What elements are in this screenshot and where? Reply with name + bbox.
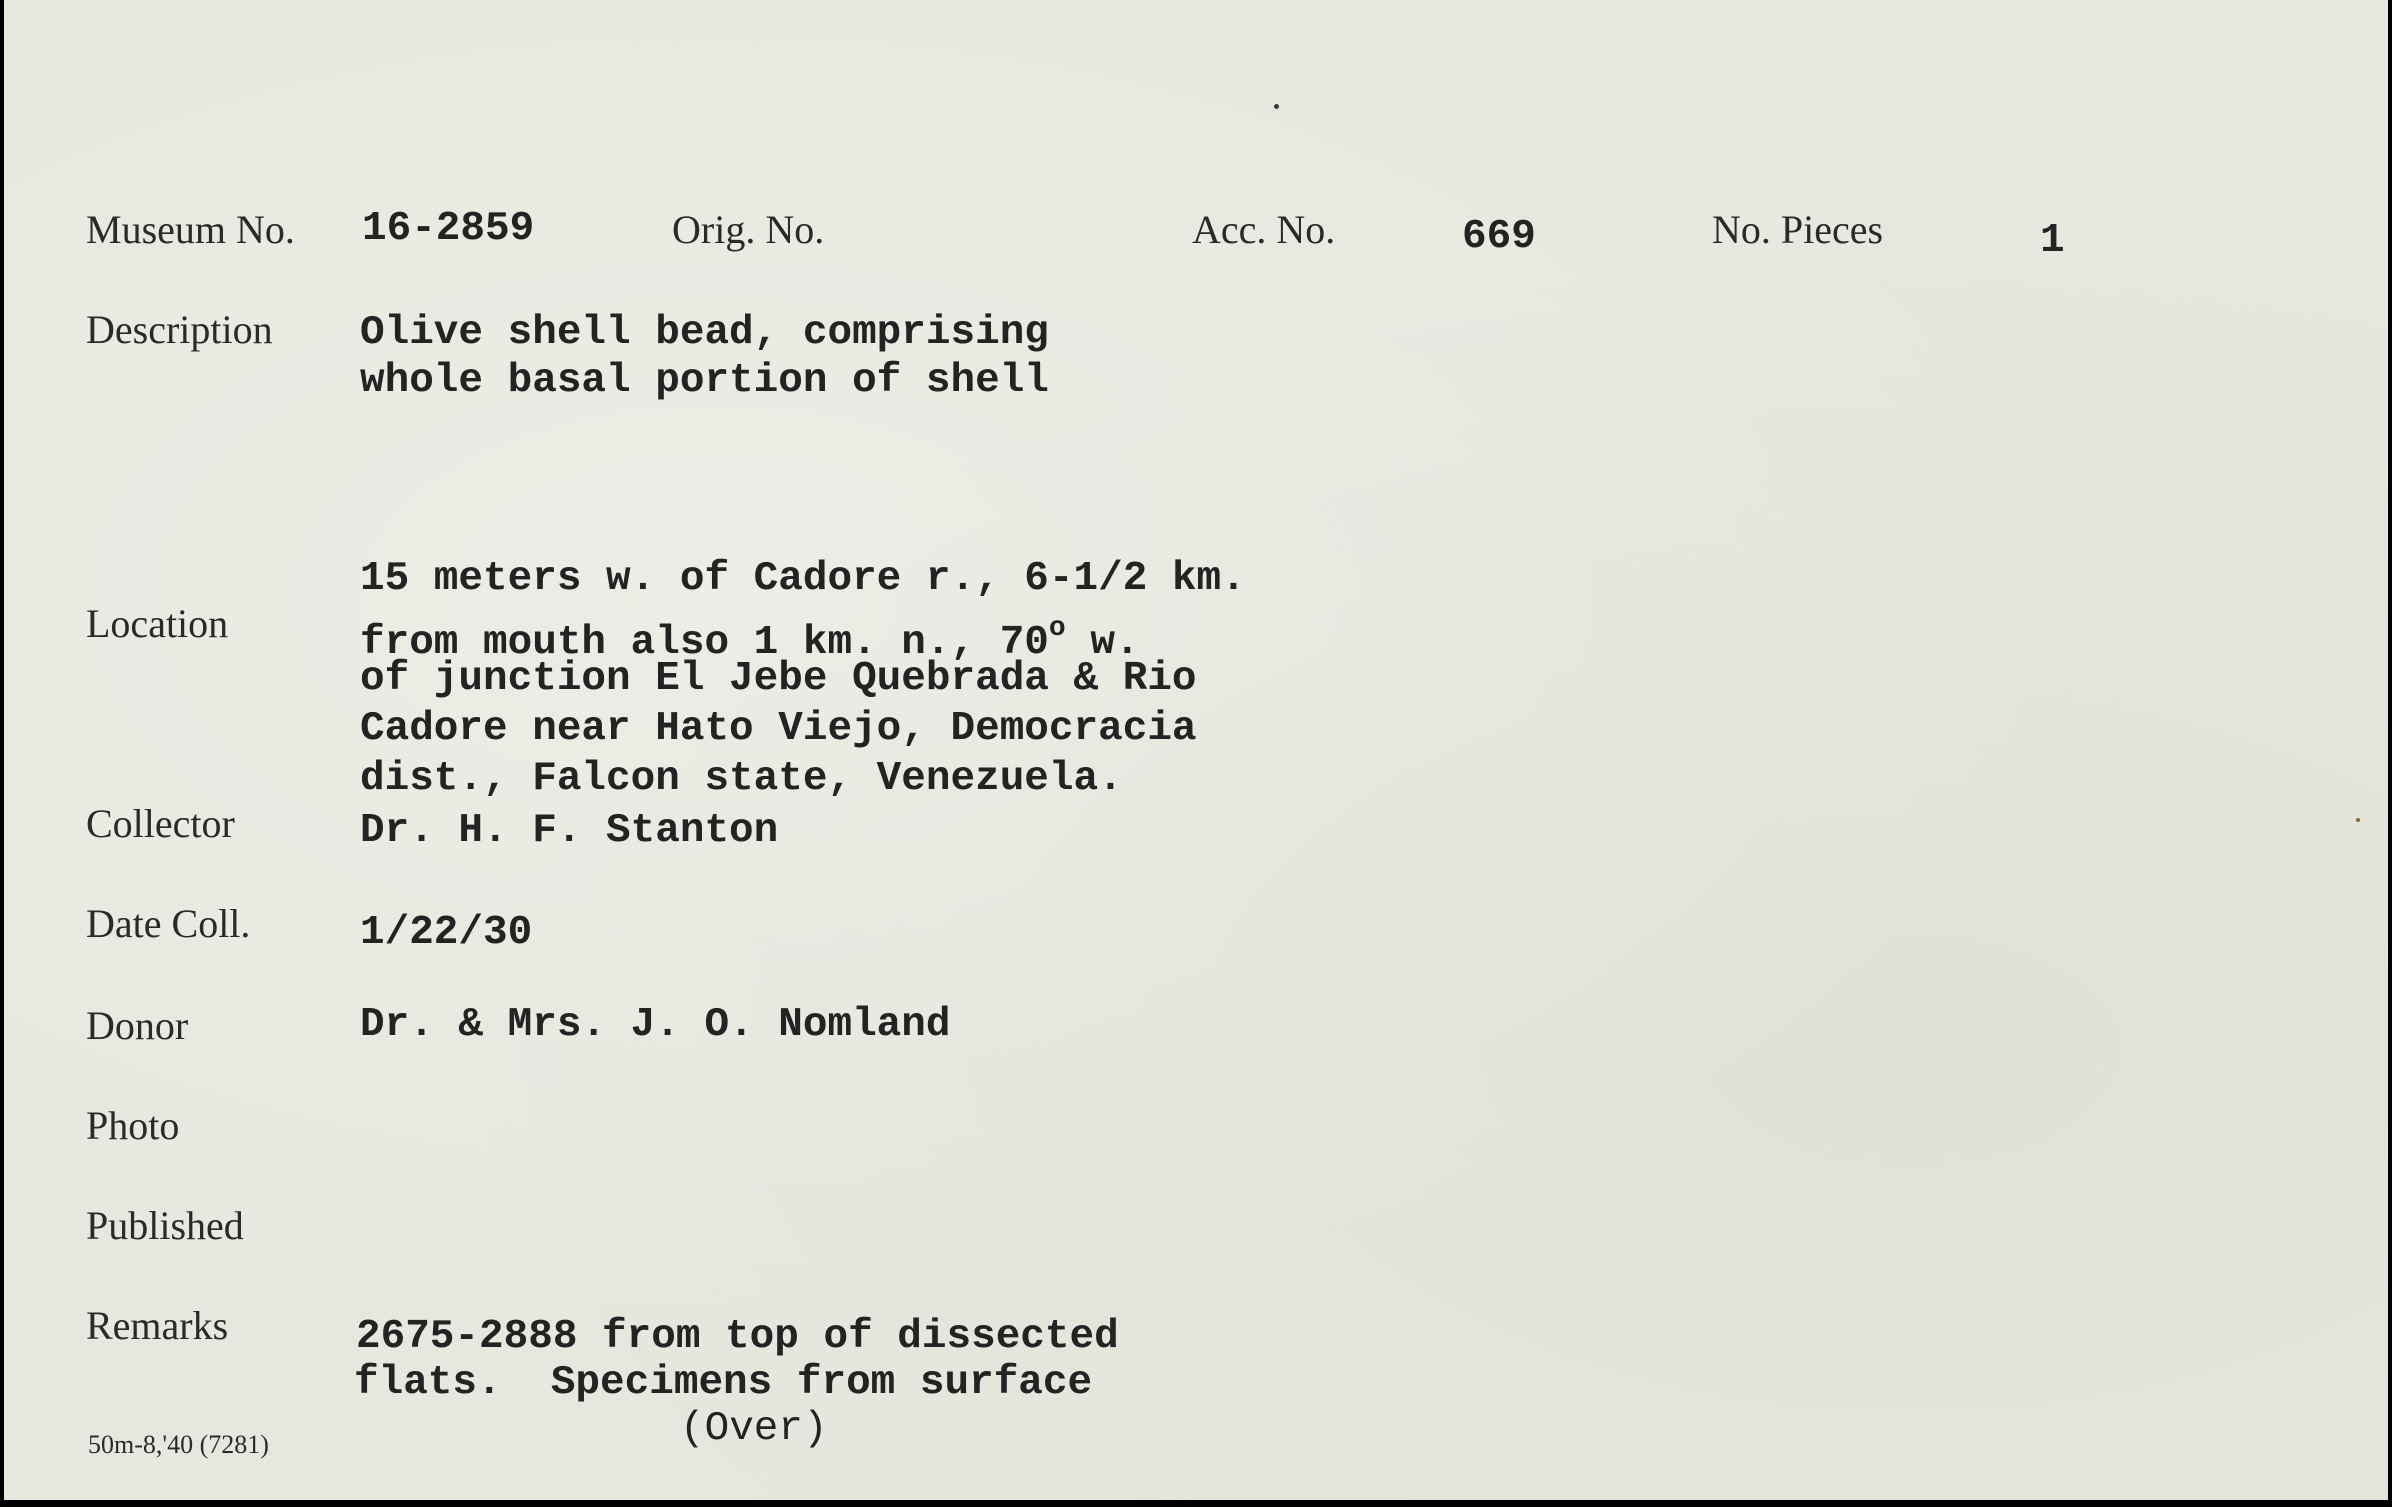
- form-code: 50m-8,'40 (7281): [88, 1430, 269, 1459]
- orig-no-label: Orig. No.: [672, 207, 825, 252]
- location-line-4: Cadore near Hato Viejo, Democracia: [360, 706, 1197, 752]
- location-line-1: 15 meters w. of Cadore r., 6-1/2 km.: [360, 556, 1246, 602]
- description-line-1: Olive shell bead, comprising: [360, 310, 1049, 356]
- speck: [1274, 104, 1279, 109]
- location-line-3: of junction El Jebe Quebrada & Rio: [360, 656, 1197, 702]
- description-line-2: whole basal portion of shell: [360, 358, 1049, 404]
- published-label: Published: [86, 1203, 244, 1248]
- remarks-line-1: 2675-2888 from top of dissected: [356, 1314, 1119, 1360]
- location-line-2-tail: w.: [1065, 620, 1140, 666]
- remarks-label: Remarks: [86, 1303, 229, 1348]
- date-coll-label: Date Coll.: [86, 901, 251, 946]
- remarks-line-2: flats. Specimens from surface: [354, 1360, 1093, 1406]
- location-line-2-text: from mouth also 1 km. n., 70: [360, 620, 1049, 666]
- collector-label: Collector: [86, 801, 235, 846]
- over-note: (Over): [680, 1406, 828, 1452]
- acc-no-label: Acc. No.: [1192, 207, 1336, 252]
- no-pieces-value: 1: [2040, 218, 2065, 264]
- catalog-card: [4, 0, 2388, 1500]
- speck: [2356, 818, 2360, 822]
- museum-no-label: Museum No.: [86, 207, 295, 252]
- degree-superscript: o: [1048, 613, 1066, 644]
- acc-no-value: 669: [1462, 214, 1536, 260]
- museum-no-value: 16-2859: [362, 206, 535, 252]
- photo-label: Photo: [86, 1103, 180, 1148]
- location-line-5: dist., Falcon state, Venezuela.: [360, 756, 1123, 802]
- donor-label: Donor: [86, 1003, 189, 1048]
- location-label: Location: [86, 601, 229, 646]
- no-pieces-label: No. Pieces: [1712, 207, 1884, 252]
- donor-value: Dr. & Mrs. J. O. Nomland: [360, 1002, 951, 1048]
- description-label: Description: [86, 307, 273, 352]
- collector-value: Dr. H. F. Stanton: [360, 808, 779, 854]
- date-coll-value: 1/22/30: [360, 910, 533, 956]
